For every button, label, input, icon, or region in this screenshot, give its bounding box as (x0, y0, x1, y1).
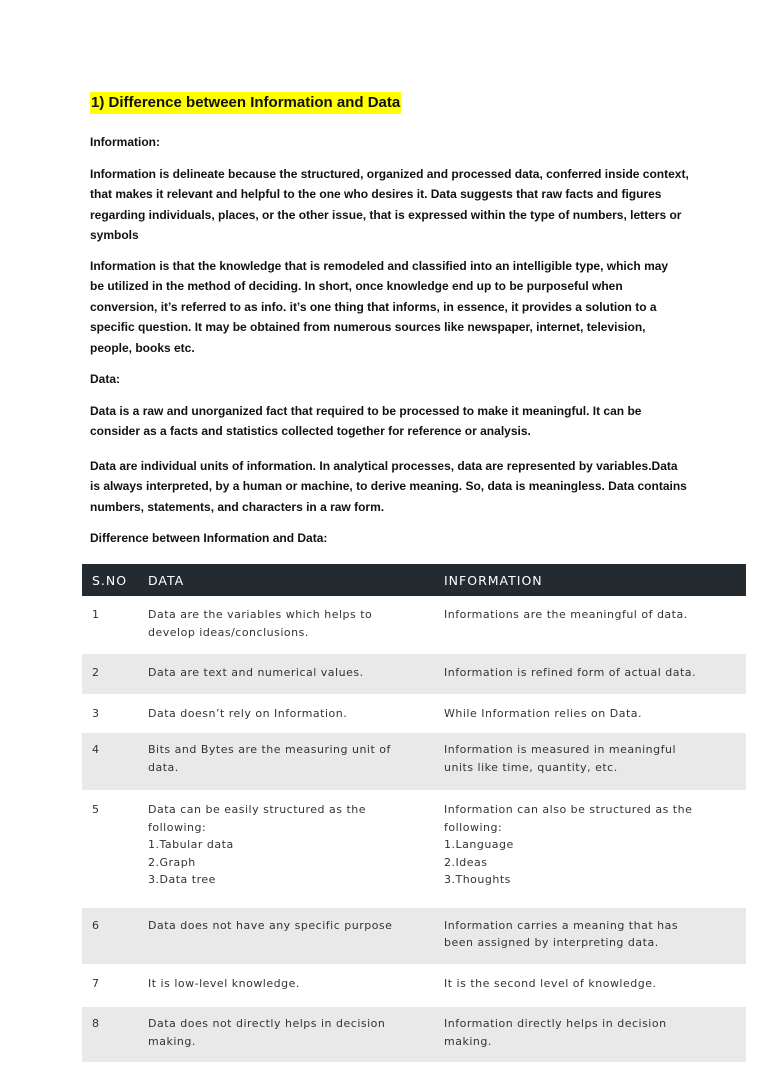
cell-information (444, 1015, 746, 1050)
cell-information (444, 917, 746, 952)
cell-information (444, 975, 746, 993)
cell-information (444, 741, 746, 776)
cell-sno: 4 (92, 743, 100, 756)
cell-information (444, 705, 746, 723)
table-row (82, 733, 746, 793)
cell-line: Data are the variables which helps to (148, 608, 373, 621)
cell-line: It is low-level knowledge. (148, 976, 300, 990)
cell-line: 2.Ideas (444, 855, 488, 869)
table-row (82, 654, 746, 697)
table-row (82, 697, 746, 734)
cell-line: 3.Thoughts (444, 873, 511, 886)
cell-line: been assigned by interpreting data. (444, 936, 659, 949)
cell-line: Data does not have any specific purpose (148, 918, 393, 932)
cell-line: Information can also be structured as the (444, 803, 693, 816)
table-row (82, 793, 746, 908)
cell-sno: 8 (92, 1017, 100, 1030)
information-paragraph-1: Information is delineate because the structured, organized and processed data, conferred inside context, that makes it relevant and helpful to the one who desires it. Data suggests that raw facts and figures regarding individuals, places, or the other issue, that is expressed within the type of numbers, letters or symbols (90, 167, 689, 243)
comparison-table (82, 564, 746, 1065)
table-row (82, 967, 746, 1008)
table-header (82, 564, 746, 596)
cell-line: making. (444, 1034, 492, 1048)
cell-line: Informations are the meaningful of data. (444, 608, 688, 621)
cell-information (444, 606, 746, 641)
cell-sno: 7 (92, 976, 100, 990)
cell-sno: 1 (92, 608, 100, 621)
cell-data (148, 801, 444, 889)
cell-line: Data can be easily structured as the (148, 803, 367, 816)
cell-line: following: (444, 820, 503, 834)
document-body (90, 92, 690, 545)
table-row (82, 1007, 746, 1065)
cell-line: Information is measured in meaningful (444, 743, 677, 756)
cell-line: Bits and Bytes are the measuring unit of (148, 743, 391, 756)
cell-line: 1.Tabular data (148, 838, 234, 851)
cell-sno: 3 (92, 706, 100, 720)
cell-data (148, 606, 444, 641)
cell-sno: 2 (92, 666, 100, 679)
cell-sno: 6 (92, 918, 100, 932)
cell-line: 1.Language (444, 838, 514, 851)
difference-label: Difference between Information and Data: (90, 531, 328, 545)
cell-line: Data does not directly helps in decision (148, 1017, 386, 1030)
cell-line: making. (148, 1034, 196, 1048)
cell-line: Data doesn’t rely on Information. (148, 706, 348, 720)
table-row (82, 596, 746, 654)
cell-data (148, 705, 444, 723)
cell-data (148, 917, 444, 952)
cell-line: It is the second level of knowledge. (444, 976, 657, 990)
header-data: DATA (148, 572, 185, 588)
cell-line: units like time, quantity, etc. (444, 760, 618, 774)
cell-line: Data are text and numerical values. (148, 666, 364, 679)
cell-line: 3.Data tree (148, 873, 216, 886)
document-heading: 1) Difference between Information and Data (90, 92, 401, 114)
table-row (82, 908, 746, 967)
header-sno: S.NO (92, 572, 128, 588)
data-paragraph-1: Data is a raw and unorganized fact that required to be processed to make it meaningful. It can be consider as a facts and statistics collected together for reference or analysis. (90, 404, 642, 439)
information-paragraph-2: Information is that the knowledge that is remodeled and classified into an intelligible type, which may be utilized in the method of deciding. In short, once knowledge end up to be purposeful when conversion, it’s referred to as info. it’s one thing that informs, in essence, it provides a solution to a specific question. It may be obtained from numerous sources like newspaper, internet, television, people, books etc. (90, 259, 669, 355)
cell-line: Information is refined form of actual data. (444, 666, 697, 679)
cell-data (148, 1015, 444, 1050)
cell-line: following: (148, 820, 207, 834)
data-label: Data: (90, 372, 121, 386)
cell-line: Information directly helps in decision (444, 1017, 667, 1030)
information-label: Information: (90, 135, 160, 149)
cell-line: Information carries a meaning that has (444, 918, 679, 932)
table-body (82, 596, 746, 1065)
cell-data (148, 741, 444, 776)
cell-line: While Information relies on Data. (444, 706, 643, 720)
cell-data (148, 975, 444, 993)
cell-information (444, 664, 746, 682)
cell-sno: 5 (92, 803, 100, 816)
header-information: INFORMATION (444, 572, 543, 588)
cell-data (148, 664, 444, 682)
cell-information (444, 801, 746, 889)
cell-line: 2.Graph (148, 855, 196, 869)
data-paragraph-2: Data are individual units of information. In analytical processes, data are represented by variables.Data is always interpreted, by a human or machine, to derive meaning. So, data is meaningless. Data contains numbers, statements, and characters in a raw form. (90, 459, 687, 514)
cell-line: develop ideas/conclusions. (148, 625, 309, 639)
cell-line: data. (148, 760, 179, 774)
